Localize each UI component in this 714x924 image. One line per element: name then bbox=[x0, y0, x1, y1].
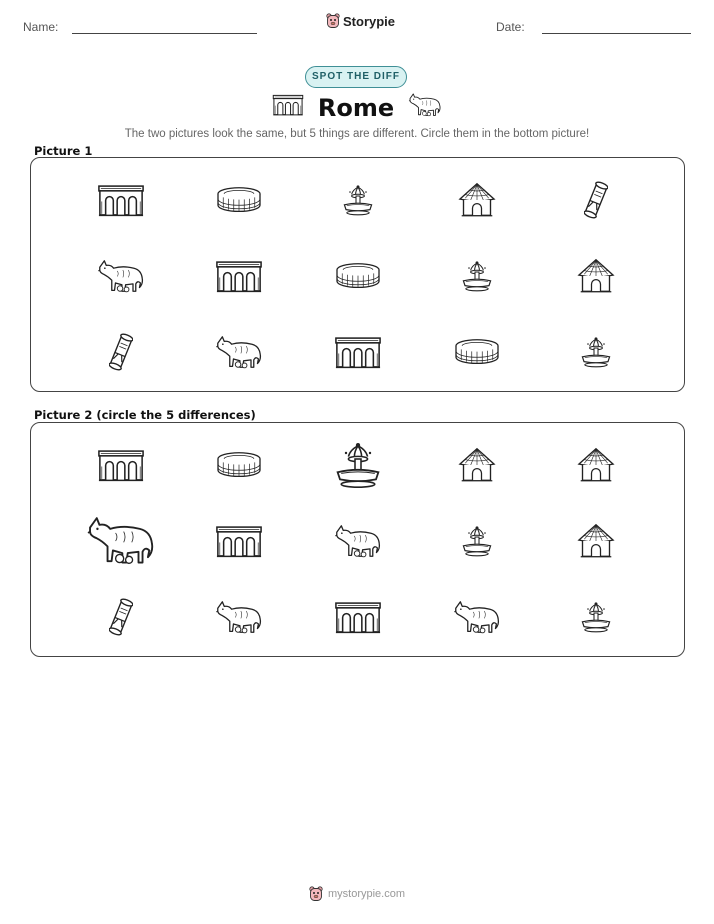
fountain-icon bbox=[417, 239, 537, 313]
colosseum-drawing bbox=[335, 262, 381, 290]
name-line[interactable] bbox=[72, 33, 257, 34]
aqueduct-icon[interactable] bbox=[179, 504, 299, 578]
picture1-label: Picture 1 bbox=[34, 144, 93, 158]
footer-url: mystorypie.com bbox=[327, 888, 406, 900]
colosseum-icon bbox=[417, 315, 537, 389]
colosseum-icon bbox=[179, 163, 299, 237]
wolf-drawing bbox=[408, 92, 442, 118]
wolf-drawing bbox=[86, 514, 156, 568]
aqueduct-drawing bbox=[97, 184, 145, 217]
footer bbox=[0, 886, 714, 902]
wolf-drawing bbox=[215, 599, 263, 636]
spot-the-diff-badge: SPOT THE DIFF bbox=[305, 66, 407, 88]
fountain-drawing bbox=[580, 601, 612, 633]
fountain-drawing bbox=[461, 260, 493, 292]
hut-drawing bbox=[577, 523, 615, 559]
aqueduct-icon bbox=[61, 163, 181, 237]
aqueduct-icon[interactable] bbox=[61, 428, 181, 502]
fountain-drawing bbox=[580, 336, 612, 368]
wolf-icon bbox=[61, 239, 181, 313]
aqueduct-drawing bbox=[272, 94, 304, 116]
picture1-panel bbox=[30, 157, 685, 392]
fountain-icon[interactable] bbox=[536, 580, 656, 654]
hut-icon[interactable] bbox=[536, 504, 656, 578]
hut-drawing bbox=[458, 447, 496, 483]
aqueduct-drawing bbox=[215, 260, 263, 293]
aqueduct-drawing bbox=[334, 336, 382, 369]
hut-icon bbox=[417, 163, 537, 237]
colosseum-icon bbox=[298, 239, 418, 313]
hut-icon[interactable] bbox=[536, 428, 656, 502]
brand bbox=[326, 13, 395, 29]
picture2-panel[interactable] bbox=[30, 422, 685, 657]
wolf-icon[interactable] bbox=[179, 580, 299, 654]
storypie-mascot-icon bbox=[326, 13, 340, 29]
hut-drawing bbox=[458, 182, 496, 218]
aqueduct-icon[interactable] bbox=[298, 580, 418, 654]
hut-drawing bbox=[577, 447, 615, 483]
fountain-icon bbox=[298, 163, 418, 237]
instructions: The two pictures look the same, but 5 things are different. Circle them in the bottom picture! bbox=[124, 128, 590, 140]
aqueduct-icon bbox=[272, 94, 304, 121]
scroll-icon[interactable] bbox=[61, 580, 181, 654]
fountain-drawing bbox=[461, 525, 493, 557]
scroll-icon bbox=[536, 163, 656, 237]
aqueduct-icon bbox=[298, 315, 418, 389]
wolf-drawing bbox=[97, 258, 145, 295]
wolf-icon[interactable] bbox=[61, 504, 181, 578]
colosseum-drawing bbox=[454, 338, 500, 366]
date-label: Date: bbox=[496, 20, 525, 34]
wolf-icon bbox=[408, 92, 442, 123]
date-line[interactable] bbox=[542, 33, 691, 34]
wolf-icon[interactable] bbox=[417, 580, 537, 654]
picture2-label: Picture 2 (circle the 5 differences) bbox=[34, 408, 256, 422]
hut-icon[interactable] bbox=[417, 428, 537, 502]
page-title: Rome bbox=[317, 93, 395, 122]
colosseum-drawing bbox=[216, 186, 262, 214]
wolf-icon bbox=[179, 315, 299, 389]
fountain-icon bbox=[536, 315, 656, 389]
wolf-icon[interactable] bbox=[298, 504, 418, 578]
aqueduct-drawing bbox=[215, 525, 263, 558]
aqueduct-icon bbox=[179, 239, 299, 313]
fountain-icon[interactable] bbox=[417, 504, 537, 578]
wolf-drawing bbox=[215, 334, 263, 371]
scroll-drawing bbox=[109, 596, 133, 638]
scroll-drawing bbox=[584, 179, 608, 221]
title-row bbox=[0, 92, 714, 123]
colosseum-icon[interactable] bbox=[179, 428, 299, 502]
fountain-icon[interactable] bbox=[298, 428, 418, 502]
storypie-mascot-icon bbox=[309, 886, 323, 902]
aqueduct-drawing bbox=[97, 449, 145, 482]
hut-drawing bbox=[577, 258, 615, 294]
scroll-drawing bbox=[109, 331, 133, 373]
wolf-drawing bbox=[453, 599, 501, 636]
hut-icon bbox=[536, 239, 656, 313]
scroll-icon bbox=[61, 315, 181, 389]
brand-name: Storypie bbox=[343, 13, 396, 29]
fountain-drawing bbox=[342, 184, 374, 216]
name-label: Name: bbox=[23, 20, 59, 34]
fountain-drawing bbox=[334, 441, 382, 489]
aqueduct-drawing bbox=[334, 601, 382, 634]
wolf-drawing bbox=[334, 523, 382, 560]
colosseum-drawing bbox=[216, 451, 262, 479]
